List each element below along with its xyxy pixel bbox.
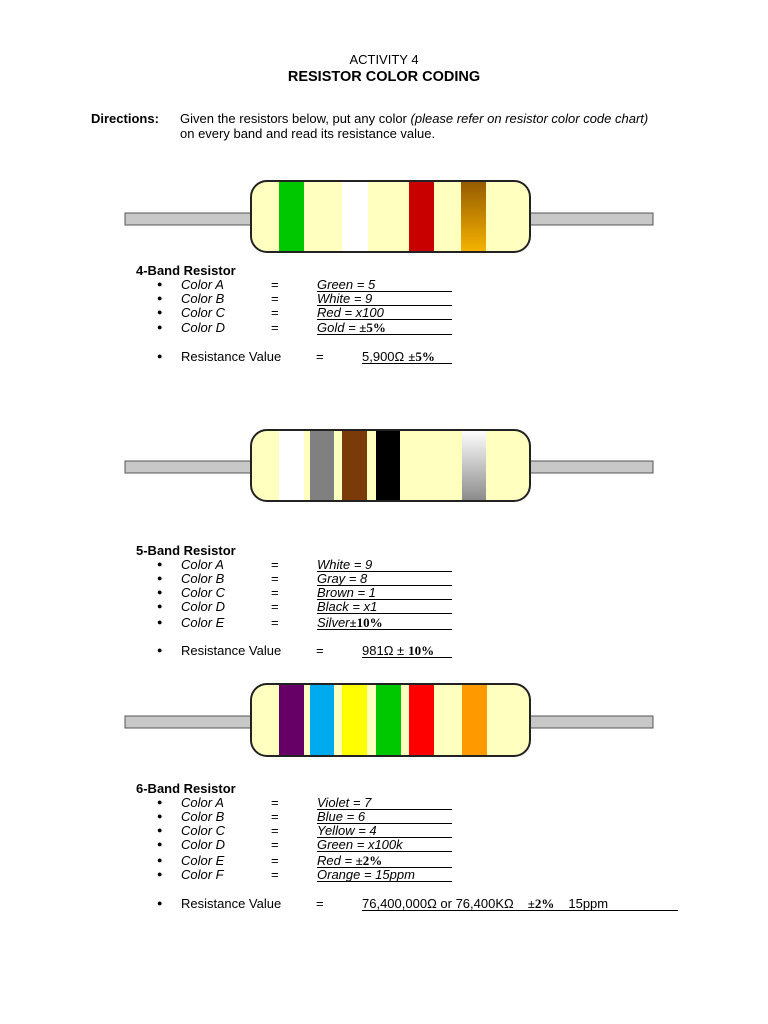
color-label: Color C (181, 305, 226, 320)
color-row (0, 585, 768, 600)
color-row (0, 305, 768, 320)
color-row (0, 277, 768, 292)
color-value-text: Black = x1 (317, 599, 378, 614)
color-row (0, 795, 768, 810)
resistor-band-d (461, 181, 486, 252)
color-label: Color B (181, 291, 225, 306)
resistor-band-a (279, 430, 304, 501)
bullet: ● (157, 573, 163, 583)
bullet: ● (157, 293, 163, 303)
color-label: Color A (181, 557, 224, 572)
resistance-value-text: 5,900Ω (362, 349, 405, 364)
color-row (0, 823, 768, 838)
color-label: Color A (181, 277, 224, 292)
color-label: Color F (181, 867, 224, 882)
bullet: ● (157, 279, 163, 289)
equals-sign: = (271, 837, 279, 852)
color-label: Color D (181, 837, 226, 852)
equals-sign: = (316, 896, 324, 911)
resistor-band-c (342, 430, 367, 501)
color-value (317, 837, 452, 852)
color-row (0, 599, 768, 614)
color-row (0, 837, 768, 852)
bullet: ● (157, 869, 163, 879)
resistor-6-band-drawing (0, 680, 768, 760)
color-value (317, 823, 452, 838)
page-title: RESISTOR COLOR CODING (287, 69, 481, 85)
resistor-4-band-drawing (0, 177, 768, 257)
color-label: Color B (181, 809, 225, 824)
equals-sign: = (271, 557, 279, 572)
resistor-band-c (409, 181, 434, 252)
color-row (0, 615, 768, 630)
color-label: Color C (181, 823, 226, 838)
color-value (317, 599, 452, 614)
directions-text: Given the resistors below, put any color (180, 111, 411, 126)
resistance-value (362, 349, 452, 364)
equals-sign: = (271, 571, 279, 586)
resistance-label: Resistance Value (181, 643, 282, 658)
color-value (317, 867, 452, 882)
color-value-text: White = 9 (317, 557, 373, 572)
tolerance-text: ±5% (359, 320, 386, 335)
color-value (317, 571, 452, 586)
bullet: ● (157, 825, 163, 835)
lead-right (529, 213, 653, 225)
equals-sign: = (271, 599, 279, 614)
color-row (0, 557, 768, 572)
resistance-label: Resistance Value (181, 896, 282, 911)
color-value (317, 320, 452, 335)
color-value (317, 277, 452, 292)
color-label: Color E (181, 615, 225, 630)
equals-sign: = (271, 305, 279, 320)
resistor-heading: 4-Band Resistor (136, 263, 236, 278)
resistor-band-d (376, 430, 400, 501)
bullet: ● (157, 587, 163, 597)
equals-sign: = (316, 349, 324, 364)
directions-line-2: on every band and read its resistance value. (180, 126, 436, 141)
bullet: ● (157, 322, 163, 332)
color-row (0, 291, 768, 306)
bullet: ● (157, 839, 163, 849)
color-label: Color C (181, 585, 226, 600)
equals-sign: = (271, 809, 279, 824)
color-value-text: Green = 5 (317, 277, 376, 292)
color-value-text: Gold = (317, 320, 360, 335)
color-value-text: Red = (317, 853, 356, 868)
color-value-text: Green = x100k (317, 837, 403, 852)
resistor-band-b (310, 684, 334, 756)
bullet: ● (157, 617, 163, 627)
color-row (0, 867, 768, 882)
color-label: Color B (181, 571, 225, 586)
equals-sign: = (271, 823, 279, 838)
resistor-5-band-drawing (0, 426, 768, 506)
resistor-band-c (342, 684, 367, 756)
color-value-text: Brown = 1 (317, 585, 376, 600)
equals-sign: = (271, 585, 279, 600)
resistance-row (0, 643, 768, 658)
bullet: ● (157, 351, 163, 361)
equals-sign: = (271, 291, 279, 306)
equals-sign: = (271, 853, 279, 868)
tolerance-text: ±10% (349, 615, 383, 630)
resistance-row (0, 896, 768, 911)
color-value-text: Silver (317, 615, 350, 630)
directions-note: (please refer on resistor color code chart) (410, 111, 649, 126)
directions-line-1 (180, 111, 648, 127)
resistance-value-text: 981Ω ± (362, 643, 405, 658)
resistance-value (362, 896, 678, 911)
resistance-label: Resistance Value (181, 349, 282, 364)
resistor-band-b (342, 181, 368, 252)
color-value (317, 305, 452, 320)
equals-sign: = (316, 643, 324, 658)
resistor-band-a (279, 684, 304, 756)
color-value-text: Yellow = 4 (317, 823, 377, 838)
lead-right (529, 461, 653, 473)
tolerance-text: ±2% (527, 896, 555, 911)
color-value-text: White = 9 (317, 291, 373, 306)
bullet: ● (157, 898, 163, 908)
color-value (317, 557, 452, 572)
color-row (0, 320, 768, 335)
color-label: Color E (181, 853, 225, 868)
equals-sign: = (271, 795, 279, 810)
bullet: ● (157, 797, 163, 807)
resistor-band-b (310, 430, 334, 501)
equals-sign: = (271, 277, 279, 292)
color-value (317, 853, 452, 868)
color-value (317, 795, 452, 810)
lead-left (125, 716, 251, 728)
color-row (0, 853, 768, 868)
bullet: ● (157, 559, 163, 569)
bullet: ● (157, 811, 163, 821)
lead-right (529, 716, 653, 728)
resistance-value (362, 643, 452, 658)
equals-sign: = (271, 615, 279, 630)
equals-sign: = (271, 320, 279, 335)
tolerance-text: ±2% (355, 853, 383, 868)
color-label: Color D (181, 320, 226, 335)
bullet: ● (157, 307, 163, 317)
lead-left (125, 213, 251, 225)
color-value (317, 585, 452, 600)
equals-sign: = (271, 867, 279, 882)
bullet: ● (157, 601, 163, 611)
activity-number: ACTIVITY 4 (349, 52, 419, 67)
color-label: Color A (181, 795, 224, 810)
resistance-row (0, 349, 768, 364)
color-value (317, 809, 452, 824)
color-value (317, 615, 452, 630)
bullet: ● (157, 855, 163, 865)
color-value-text: Violet = 7 (317, 795, 372, 810)
bullet: ● (157, 645, 163, 655)
color-row (0, 571, 768, 586)
color-row (0, 809, 768, 824)
resistor-band-e (409, 684, 434, 756)
resistor-heading: 5-Band Resistor (136, 543, 236, 558)
resistance-value-text: 76,400,000Ω or 76,400KΩ (362, 896, 514, 911)
resistor-band-e (462, 430, 486, 501)
color-label: Color D (181, 599, 226, 614)
lead-left (125, 461, 251, 473)
color-value-text: Gray = 8 (317, 571, 368, 586)
resistor-heading: 6-Band Resistor (136, 781, 236, 796)
color-value-text: Orange = 15ppm (317, 867, 415, 882)
directions-label: Directions: (91, 111, 159, 126)
resistor-band-d (376, 684, 401, 756)
color-value-text: Red = x100 (317, 305, 384, 320)
color-value-text: Blue = 6 (317, 809, 366, 824)
temperature-coefficient-text: 15ppm (568, 896, 609, 911)
tolerance-text: ±5% (408, 349, 435, 364)
tolerance-text: 10% (408, 643, 435, 658)
color-value (317, 291, 452, 306)
resistor-band-a (279, 181, 304, 252)
resistor-band-f (462, 684, 487, 756)
